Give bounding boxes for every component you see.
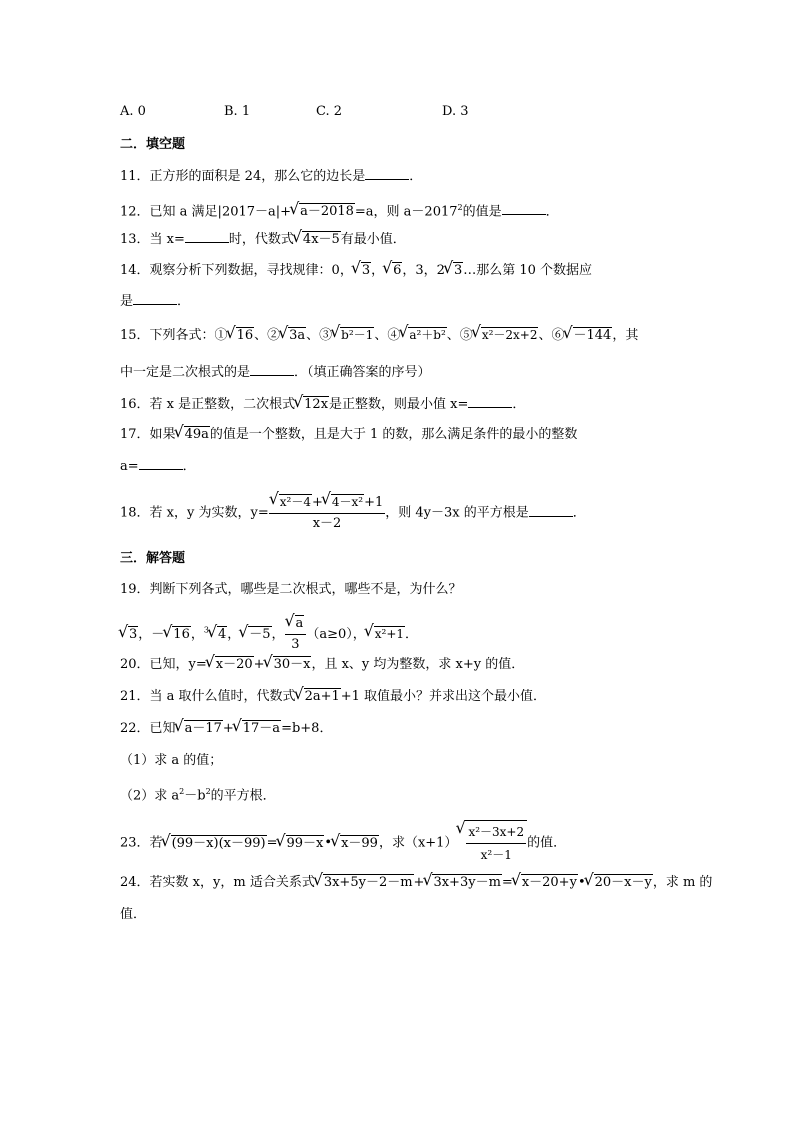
question-text: • — [324, 835, 333, 851]
question-text: +1 取值最小？并求出这个最小值． — [340, 689, 547, 704]
question-text: ，3，2 — [402, 263, 445, 278]
question-text: ，－ — [138, 627, 165, 642]
question-number: 11． — [120, 169, 150, 184]
sqrt-expression — [207, 656, 254, 674]
sqrt-expression — [287, 614, 305, 634]
radicand: x²－4 — [279, 495, 311, 509]
sqrt-expression — [384, 262, 402, 280]
sqrt-fraction — [457, 820, 527, 866]
question-20 — [120, 656, 524, 674]
question-number: 14． — [120, 263, 150, 278]
answer-blank — [468, 395, 512, 408]
radicand: a²＋b² — [409, 328, 446, 342]
question-text: －b — [184, 788, 206, 804]
question-19-expressions — [120, 614, 418, 655]
question-18 — [120, 492, 586, 534]
fraction — [285, 614, 307, 655]
question-number: 23． — [120, 835, 150, 851]
answer-blank — [250, 363, 294, 376]
question-text: ． — [409, 169, 423, 184]
cube-root-expression — [209, 625, 227, 645]
question-text: ． — [405, 627, 419, 642]
question-text: ，且 x、y 均为整数，求 x+y 的值． — [311, 657, 525, 672]
question-text: ， — [371, 263, 385, 278]
question-text: 当 x= — [149, 232, 185, 247]
question-text: =b+8． — [281, 721, 333, 736]
radicand: 3 — [361, 263, 371, 278]
radicand: 2a+1 — [304, 689, 340, 704]
question-text: 的平方根． — [210, 788, 276, 804]
radicand: x²+1 — [374, 627, 405, 641]
radicand: 3a — [289, 328, 306, 343]
radicand: 3 — [453, 263, 463, 278]
radicand: 49a — [184, 427, 209, 442]
question-text: ． — [572, 505, 586, 521]
sqrt-expression — [473, 326, 539, 344]
sqrt-expression — [295, 396, 329, 414]
sqrt-expression — [240, 625, 271, 645]
question-22-part-1: （1）求 a 的值； — [120, 753, 223, 768]
question-text: 已知，y= — [149, 657, 207, 672]
question-number: 17． — [120, 427, 150, 442]
radicand: 20－x－y — [594, 875, 652, 890]
radicand: 6 — [393, 263, 402, 278]
superscript: 2 — [205, 787, 211, 796]
question-text: 当 a 取什么值时，代数式 — [149, 689, 296, 704]
fraction-denominator: x²－1 — [480, 848, 512, 862]
question-text: ． — [545, 204, 559, 220]
question-text: ，求 m 的 — [652, 875, 713, 890]
question-text: 、⑤ — [446, 328, 473, 343]
sqrt-expression — [424, 874, 501, 892]
question-15 — [120, 326, 638, 345]
question-22 — [120, 720, 332, 738]
fraction-denominator: 3 — [291, 637, 300, 652]
fraction-denominator: x－2 — [312, 516, 342, 531]
sqrt-expression — [120, 625, 138, 645]
question-number: 13． — [120, 232, 150, 247]
question-number: 15． — [120, 328, 150, 343]
sqrt-expression — [565, 327, 613, 345]
sqrt-expression — [294, 231, 341, 249]
radicand: 3x+5y－2－m — [323, 875, 413, 890]
question-text: a= — [120, 459, 139, 474]
question-text: 时，代数式 — [228, 232, 294, 247]
sqrt-expression — [315, 874, 414, 892]
question-number: 16． — [120, 397, 150, 412]
question-17 — [120, 426, 577, 444]
question-number: 19． — [120, 582, 150, 597]
radicand: x－20 — [215, 657, 253, 672]
sqrt-expression — [234, 720, 281, 738]
question-text: +1 — [364, 495, 384, 510]
option-b: B. 1 — [224, 104, 251, 119]
question-15-cont — [120, 363, 431, 382]
question-text: 是正整数，则最小值 x= — [329, 397, 469, 412]
question-number: 12． — [120, 204, 150, 220]
sqrt-expression — [296, 688, 341, 706]
fraction — [269, 492, 386, 534]
question-text: 观察分析下列数据，寻找规律：0， — [149, 263, 353, 278]
question-text: 若 x，y 为实数，y= — [149, 505, 269, 521]
question-text: 、⑥ — [538, 328, 565, 343]
option-c: C. 2 — [316, 104, 343, 119]
answer-blank — [185, 230, 229, 243]
radicand: 3x+3y－m — [433, 875, 501, 890]
question-text: 判断下列各式，哪些是二次根式，哪些不是，为什么？ — [149, 582, 462, 597]
question-text: 中一定是二次根式的是 — [120, 365, 251, 380]
radicand: a－17 — [184, 721, 222, 736]
radicand: 16 — [173, 627, 190, 642]
radicand: (99－x)(x－99) — [171, 835, 266, 851]
sqrt-expression — [513, 874, 578, 892]
question-text: = — [266, 835, 278, 851]
sqrt-expression — [176, 426, 210, 444]
radicand: 4x－5 — [302, 232, 340, 247]
question-22-part-2 — [120, 783, 276, 805]
sqrt-expression — [176, 720, 223, 738]
sqrt-expression — [291, 203, 355, 221]
option-a: A. 0 — [120, 104, 146, 119]
section-fill-heading: 二．填空题 — [120, 137, 186, 152]
radicand: －5 — [249, 627, 271, 642]
question-21 — [120, 688, 546, 706]
question-24-cont: 值． — [120, 907, 147, 922]
sqrt-expression — [400, 326, 446, 344]
question-text: 若 — [149, 835, 163, 851]
sqrt-expression — [278, 833, 325, 855]
radicand: 16 — [236, 328, 254, 343]
question-number: 18． — [120, 505, 150, 521]
sqrt-expression — [586, 874, 653, 892]
question-14 — [120, 262, 592, 280]
question-13 — [120, 230, 406, 249]
question-number: 20． — [120, 657, 150, 672]
answer-blank — [133, 292, 177, 305]
radicand: 4－x² — [331, 495, 364, 509]
question-number: 24． — [120, 875, 150, 890]
question-text: ， — [190, 627, 204, 642]
question-text: ，求（x+1） — [378, 835, 458, 851]
sqrt-expression — [353, 262, 371, 280]
question-text: …那么第 10 个数据应 — [463, 263, 593, 278]
radicand: 3 — [129, 627, 138, 642]
question-text: 的值是 — [462, 204, 502, 220]
question-12 — [120, 199, 559, 221]
sqrt-expression — [271, 492, 312, 512]
question-23 — [120, 820, 566, 866]
fraction-numerator: √ x²－3x+2 — [466, 821, 526, 844]
sqrt-expression — [228, 327, 255, 345]
question-text: 是 — [120, 294, 134, 309]
question-number: 22． — [120, 721, 150, 736]
question-text: 如果 — [149, 427, 176, 442]
fraction-numerator — [285, 614, 307, 635]
radicand: x－99 — [341, 835, 378, 851]
radicand: 12x — [304, 397, 329, 412]
sqrt-expression — [445, 262, 463, 280]
question-text: 有最小值． — [340, 232, 406, 247]
question-text: （a≥0）， — [306, 627, 366, 642]
question-text: （2）求 a — [120, 788, 180, 804]
sqrt-expression — [163, 833, 267, 855]
fraction-numerator: √ x²－4+√ 4－x²+1 — [269, 492, 386, 514]
question-text: 正方形的面积是 24，那么它的边长是 — [149, 169, 366, 184]
question-text: 、④ — [374, 328, 401, 343]
question-text: = — [501, 875, 513, 890]
radicand: 30－x — [273, 657, 311, 672]
sqrt-expression — [280, 327, 306, 345]
question-text: 、③ — [306, 328, 333, 343]
question-text: 若 x 是正整数，二次根式 — [149, 397, 296, 412]
question-16 — [120, 395, 525, 414]
radicand: －144 — [573, 328, 612, 343]
question-14-cont — [120, 292, 190, 311]
question-text: 的值． — [527, 835, 567, 851]
radicand: 17－a — [242, 721, 281, 736]
superscript: 2 — [179, 787, 185, 796]
question-text: ． — [177, 294, 191, 309]
option-d: D. 3 — [442, 104, 469, 119]
radicand: x－20+y — [521, 875, 577, 890]
superscript: 2 — [457, 203, 463, 212]
question-text: + — [222, 721, 234, 736]
question-text: ，其 — [612, 328, 639, 343]
answer-blank — [139, 457, 183, 470]
question-text: + — [413, 875, 425, 890]
question-text: 已知 a 满足|2017－a|+ — [149, 204, 292, 220]
question-text: 、② — [254, 328, 281, 343]
question-text: • — [577, 875, 586, 890]
question-text: ， — [227, 627, 241, 642]
question-number: 21． — [120, 689, 150, 704]
question-text: + — [253, 657, 265, 672]
sqrt-expression — [265, 656, 312, 674]
question-text: ．（填正确答案的序号） — [294, 365, 431, 380]
radicand: 99－x — [286, 835, 324, 851]
fraction — [465, 820, 527, 866]
question-19 — [120, 581, 462, 599]
radicand: x²－2x+2 — [481, 328, 538, 342]
sqrt-expression — [323, 492, 364, 512]
question-text: ， — [271, 627, 285, 642]
radicand: a — [295, 616, 304, 631]
answer-blank — [502, 202, 546, 215]
question-text: ，则 4y－3x 的平方根是 — [385, 505, 529, 521]
question-text: 已知 — [149, 721, 176, 736]
radicand: a－2018 — [300, 204, 354, 220]
radicand: 4 — [217, 627, 227, 642]
sqrt-expression — [332, 326, 374, 344]
question-text: =a，则 a－2017 — [354, 204, 458, 220]
question-text: ． — [182, 459, 196, 474]
answer-blank — [365, 167, 409, 180]
question-11 — [120, 167, 422, 186]
question-text: 下列各式：① — [149, 328, 228, 343]
question-text: 的值是一个整数，且是大于 1 的数，那么满足条件的最小的整数 — [209, 427, 578, 442]
section-solve-heading: 三．解答题 — [120, 551, 186, 566]
radicand: b²－1 — [341, 328, 374, 342]
question-text: ． — [512, 397, 526, 412]
question-24 — [120, 874, 712, 892]
question-text: 若实数 x，y，m 适合关系式 — [149, 875, 315, 890]
sqrt-expression — [366, 624, 405, 644]
root-index: 3 — [203, 625, 209, 635]
sqrt-expression — [332, 833, 379, 855]
answer-blank — [529, 504, 573, 517]
sqrt-expression — [164, 625, 191, 645]
question-17-cont — [120, 457, 196, 476]
